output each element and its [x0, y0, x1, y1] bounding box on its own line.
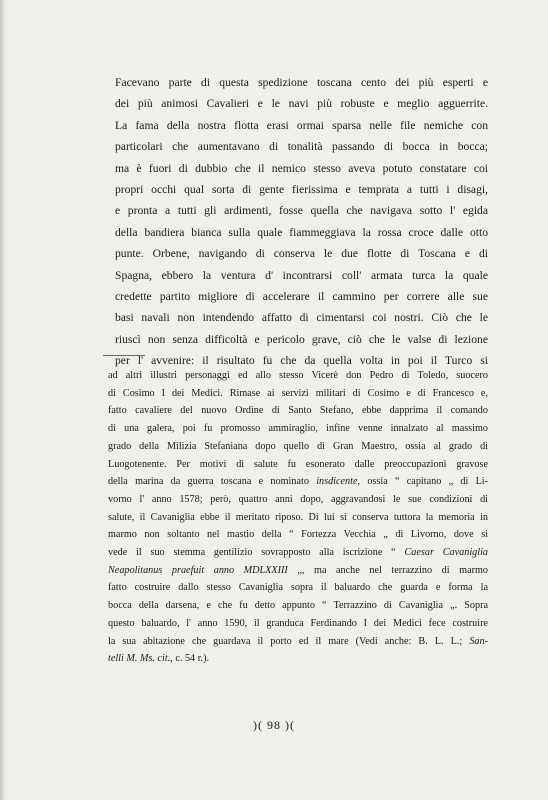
footnote-run: ad altri illustri personaggi ed allo stesso Vicerè don Pedro di Toledo, suocero: [108, 370, 488, 381]
footnote-run: vede il suo stemma gentilizio sovrapposto alla iscrizione “: [108, 547, 405, 559]
footnote-run: vorno l' anno 1578; però, quattro anni dopo, aggravandosi le sue condizioni di: [108, 493, 488, 505]
page-number: )( 98 )(: [253, 718, 295, 732]
footnote-line: [108, 473, 488, 491]
footnote-line: [108, 633, 488, 651]
main-text-line: riuscì non senza difficoltà e pericolo grave, ciò che le valse di lezione: [115, 332, 488, 346]
footnote-run: Luogotenente. Per motivi di salute fu esonerato dalle preoccupazioni gravose: [108, 458, 488, 470]
footnote-italic-run: Neapolitanus praefuit anno MDLXXIII: [108, 564, 288, 576]
footnote-line: [108, 491, 488, 509]
footnote-line: [108, 544, 488, 562]
main-text-line: ma è fuori di dubbio che il nemico stesso aveva potuto constatare coi: [115, 161, 488, 175]
footnote-line: [108, 438, 488, 456]
footnote-run: della marina da guerra toscana e nominato: [108, 476, 317, 488]
footnote-run: marmo non soltanto nel mastio della “ Fortezza Vecchia „ di Livorno, dove si: [108, 529, 488, 541]
footnote-line: [108, 509, 488, 527]
footnote-italic-run: San-: [469, 635, 488, 647]
main-text-line: Facevano parte di questa spedizione toscana cento dei più esperti e: [115, 76, 488, 89]
footnote-italic-run: insdicente: [316, 476, 358, 488]
footnote-line: [108, 562, 488, 580]
footnote-separator: [103, 355, 145, 356]
footnote-run: salute, il Cavaniglia ebbe il meritato riposo. Di lui si conserva tuttora la memoria in: [108, 511, 488, 523]
footnote-line: [108, 597, 488, 615]
footnote-run: fatto costruire dallo stesso Cavaniglia sopra il baluardo che guarda e forma la: [108, 582, 488, 594]
footnote-line: [108, 579, 488, 597]
page-edge-shadow: [0, 0, 6, 800]
footnote-line: [108, 385, 488, 403]
footnote-block: [108, 367, 488, 668]
footnote-line: [108, 420, 488, 438]
footnote-run: bocca della darsena, e che fu detto appunto “ Terrazzino di Cavaniglia „. Sopra: [108, 600, 488, 612]
footnote-run: fatto cavaliere del nuovo Ordine di Santo Stefano, ebbe dapprima il comando: [108, 405, 488, 417]
main-text-line: credette partito migliore di accelerare il cammino per correre alle sue: [115, 290, 488, 304]
footnote-line: [108, 402, 488, 420]
footnote-line: [108, 650, 488, 668]
main-text-line: della bandiera bianca sulla quale fiammeggiava la rossa croce dalle otto: [115, 225, 488, 239]
main-text-line: La fama della nostra flotta erasi ormai sparsa nelle file nemiche con: [115, 118, 488, 132]
footnote-italic-run: telli M. Ms. cit.: [108, 653, 171, 665]
footnote-italic-run: Caesar Cavaniglia: [404, 547, 488, 559]
footnote-line: [108, 456, 488, 474]
main-text-line: e pronta a tutti gli ardimenti, fosse quella che navigava sotto l' egida: [115, 204, 488, 218]
main-text-line: Spagna, ebbero la ventura d' incontrarsi coll' armata turca la quale: [115, 268, 488, 282]
main-text-block: [115, 72, 488, 372]
footnote-line: [108, 615, 488, 633]
footnote-run: di una galera, poi fu promosso ammiraglio, infine venne innalzato al massimo: [108, 423, 488, 435]
footnote-run: di Cosimo I dei Medici. Rimase ai servizi militari di Cosimo e di Francesco e,: [108, 387, 488, 399]
footnote-line: [108, 367, 488, 385]
main-text-line: basi navali non intendendo affatto di cimentarsi coi nostri. Ciò che le: [115, 311, 488, 325]
footnote-run: grado della Milizia Stefaniana dopo quello di Gran Maestro, ossia al grado di: [108, 440, 488, 452]
footnote-line: [108, 526, 488, 544]
footnote-run: , ossia “ capitano „ di Li-: [357, 476, 489, 488]
main-text-line: particolari che aumentavano di tonalità passando di bocca in bocca;: [115, 140, 488, 154]
footnote-run: „, ma anche nel terrazzino di marmo: [287, 564, 488, 576]
footnote-run: la sua abitazione che guardava il porto ed il mare (Vedi anche: B. L. L.;: [108, 635, 470, 647]
main-text-line: per l' avvenire: il risultato fu che da quella volta in poi il Turco si: [115, 354, 488, 368]
footnote-run: , c. 54 r.).: [170, 653, 210, 665]
main-text-line: propri occhi qual sorta di gente fierissima e temprata a tutti i disagi,: [115, 183, 488, 197]
main-text-line: punte. Orbene, navigando di conserva le due flotte di Toscana e di: [115, 247, 488, 261]
main-text-line: dei più animosi Cavalieri e le navi più robuste e meglio agguerrite.: [115, 97, 488, 111]
footnote-run: questo baluardo, l' anno 1590, il granduca Ferdinando I dei Medici fece costruire: [108, 617, 488, 629]
